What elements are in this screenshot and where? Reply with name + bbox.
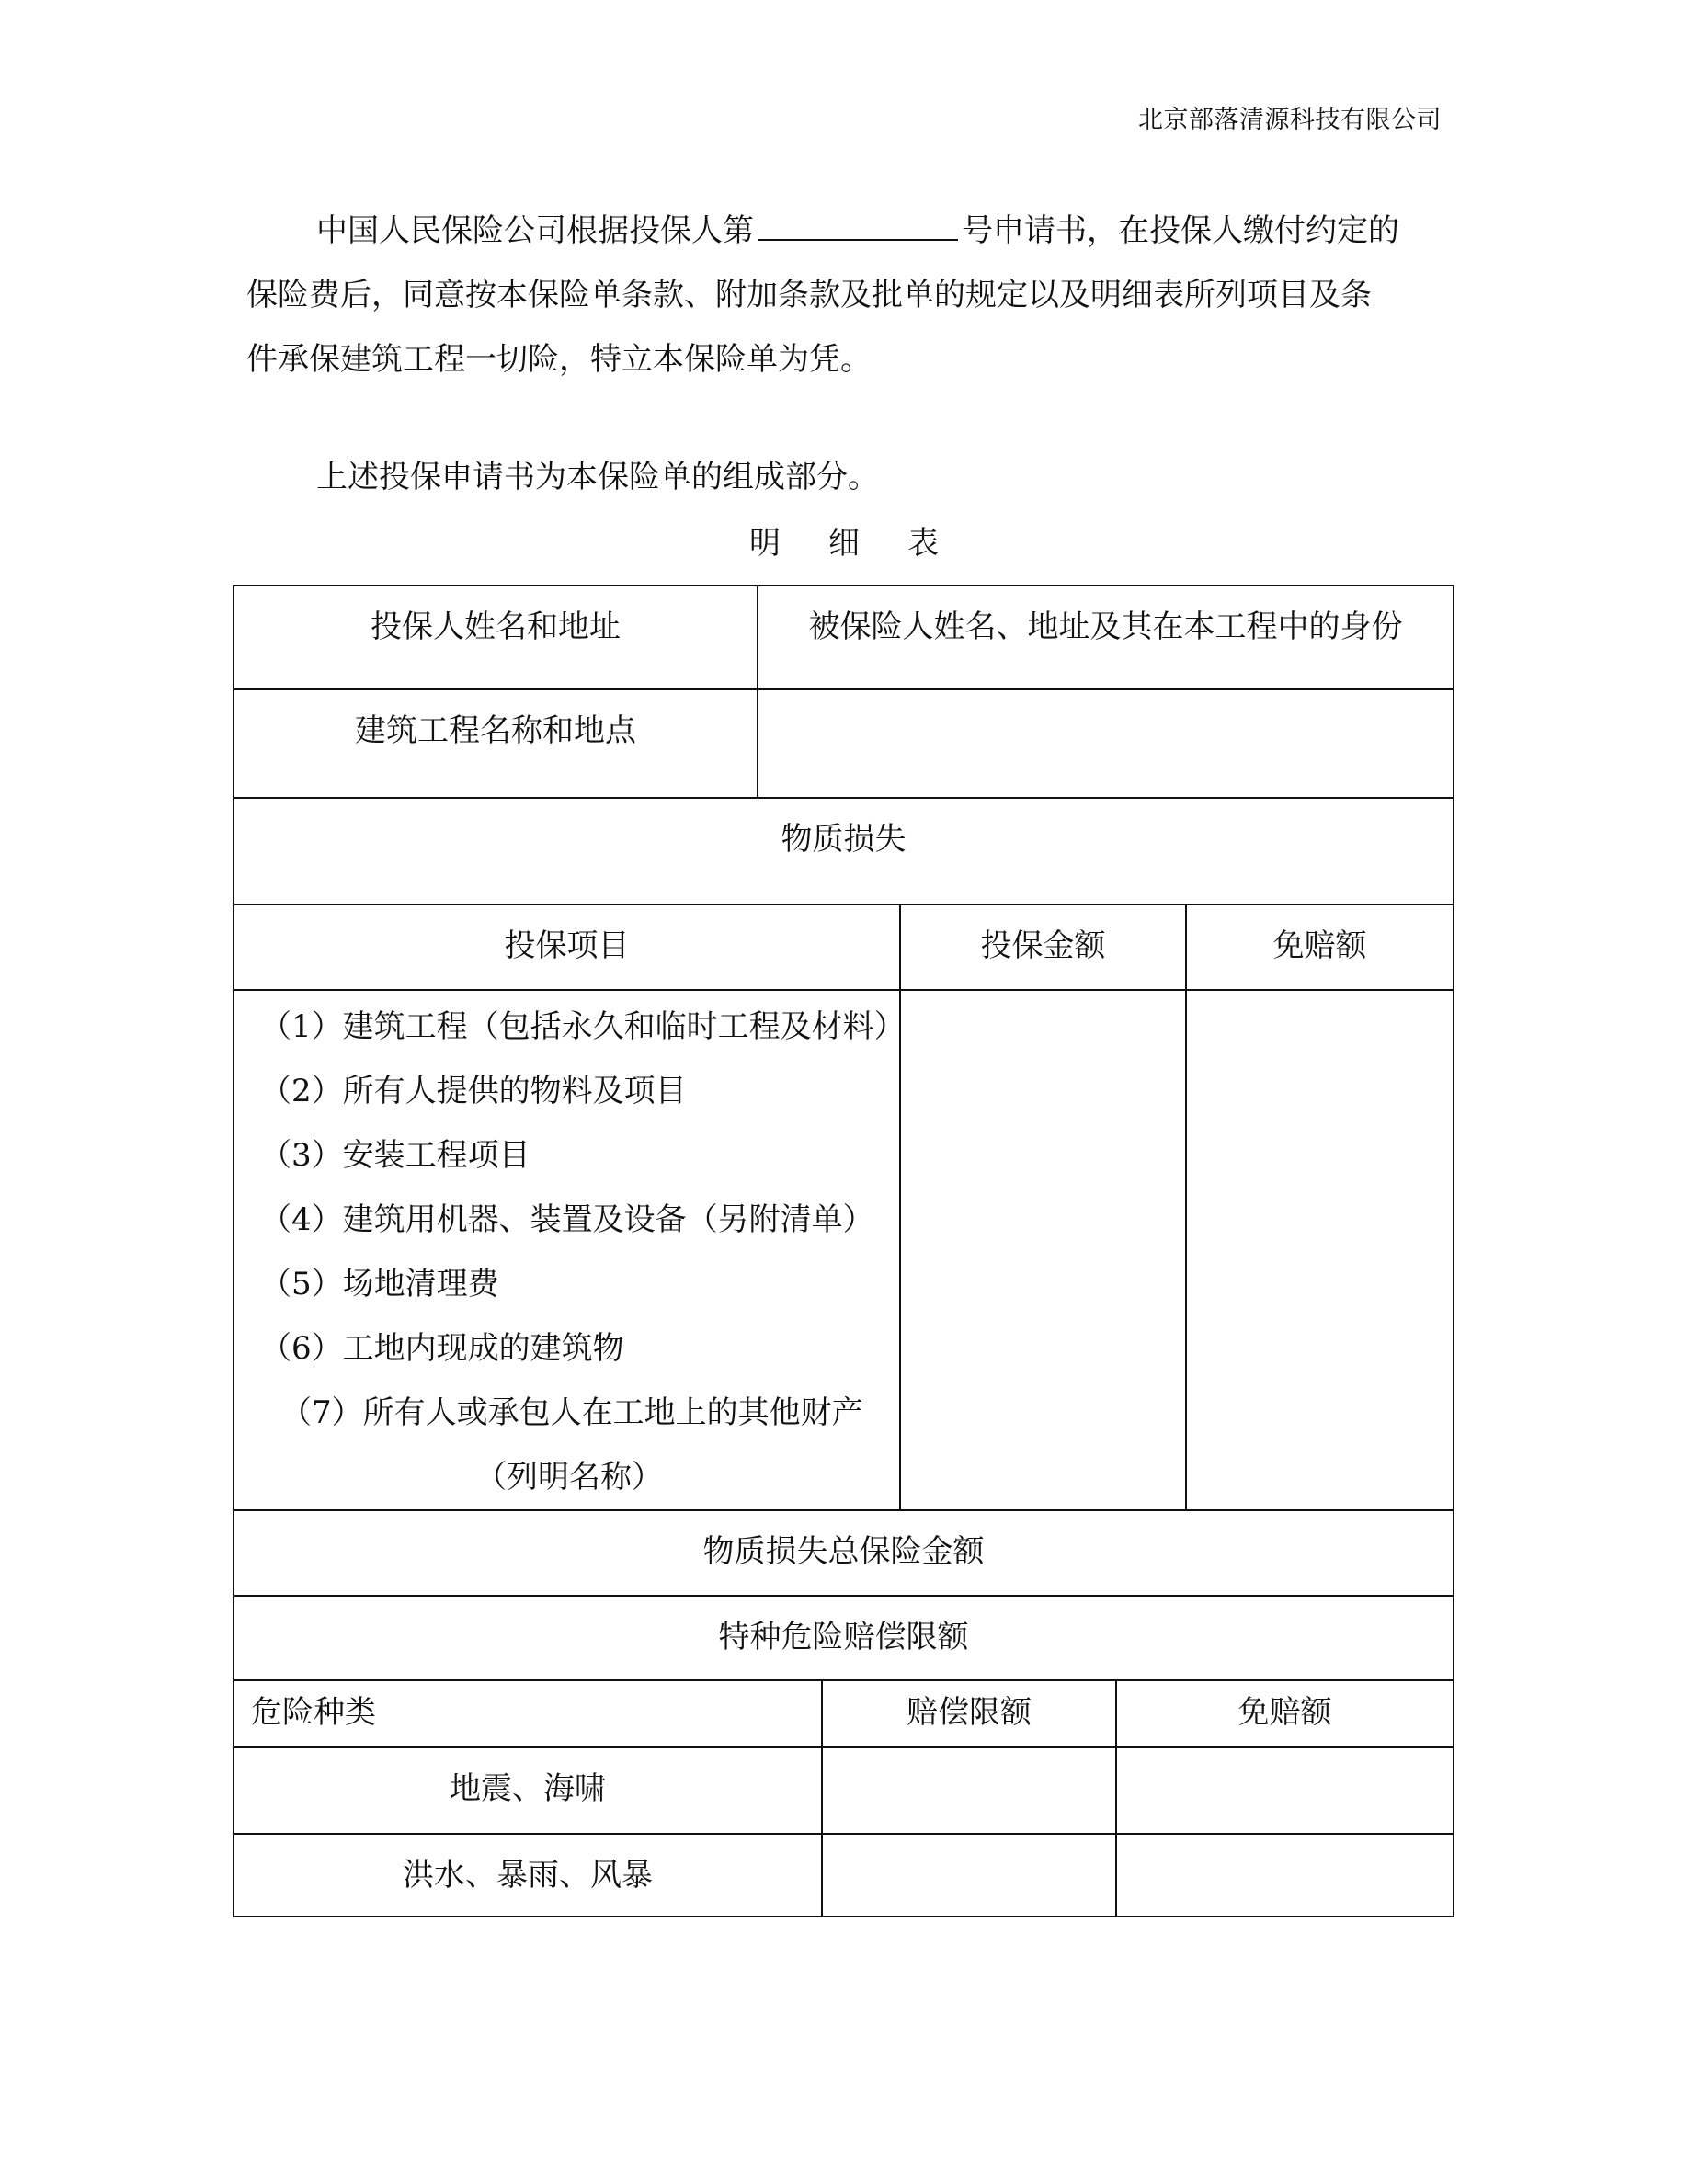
risk-limit — [822, 1834, 1116, 1917]
risk-column-deductible: 免赔额 — [1116, 1681, 1454, 1747]
intro-line-1-end: 号申请书，在投保人缴付约定的 — [962, 212, 1399, 249]
material-total-label: 物质损失总保险金额 — [234, 1510, 1454, 1596]
intro-line-1-start: 中国人民保险公司根据投保人第 — [316, 212, 754, 249]
material-amount-cell — [900, 990, 1186, 1510]
risk-deductible — [1116, 1834, 1454, 1917]
list-item: （3）安装工程项目 — [260, 1137, 530, 1174]
list-item: （列明名称） — [475, 1459, 663, 1496]
risk-column-limit: 赔偿限额 — [822, 1681, 1116, 1747]
list-item: （5）场地清理费 — [260, 1266, 499, 1302]
material-items-row — [234, 990, 1454, 1510]
list-item: （7）所有人或承包人在工地上的其他财产 — [280, 1394, 863, 1431]
project-value — [758, 689, 1454, 798]
column-deductible: 免赔额 — [1186, 905, 1454, 990]
company-name: 北京部落清源科技有限公司 — [1138, 106, 1442, 134]
special-risk-table — [233, 1681, 1454, 1917]
special-risk-heading: 特种危险赔偿限额 — [234, 1596, 1454, 1680]
statement-paragraph: 上述投保申请书为本保险单的组成部分。 — [316, 459, 879, 495]
intro-paragraph — [246, 199, 1451, 392]
column-amount: 投保金额 — [900, 905, 1186, 990]
applicant-row — [234, 586, 1454, 689]
schedule-table — [233, 585, 1453, 1917]
applicant-label: 投保人姓名和地址 — [234, 586, 758, 689]
risk-deductible — [1116, 1747, 1454, 1834]
schedule-header-table — [233, 585, 1454, 905]
project-label: 建筑工程名称和地点 — [234, 689, 758, 798]
material-items-table — [233, 905, 1454, 1681]
material-total-row — [234, 1510, 1454, 1596]
column-item: 投保项目 — [234, 905, 900, 990]
intro-line-1 — [246, 199, 1451, 263]
application-number-blank — [758, 211, 958, 241]
risk-column-type: 危险种类 — [234, 1681, 822, 1747]
material-loss-row — [234, 798, 1454, 904]
insured-label: 被保险人姓名、地址及其在本工程中的身份 — [758, 586, 1454, 689]
material-loss-heading: 物质损失 — [234, 798, 1454, 904]
risk-columns-row — [234, 1681, 1454, 1747]
risk-limit — [822, 1747, 1116, 1834]
table-row — [234, 1834, 1454, 1917]
table-row — [234, 1747, 1454, 1834]
material-items-list — [234, 990, 906, 1510]
list-item: （6）工地内现成的建筑物 — [260, 1330, 624, 1367]
material-columns-row — [234, 905, 1454, 990]
risk-name: 地震、海啸 — [234, 1747, 822, 1834]
intro-line-2: 保险费后，同意按本保险单条款、附加条款及批单的规定以及明细表所列项目及条 — [246, 277, 1372, 313]
material-deductible-cell — [1186, 990, 1454, 1510]
list-item: （2）所有人提供的物料及项目 — [260, 1073, 687, 1109]
special-risk-row — [234, 1596, 1454, 1680]
list-item: （4）建筑用机器、装置及设备（另附清单） — [260, 1201, 874, 1238]
list-item: （1）建筑工程（包括永久和临时工程及材料） — [260, 1008, 906, 1045]
project-row — [234, 689, 1454, 798]
risk-name: 洪水、暴雨、风暴 — [234, 1834, 822, 1917]
intro-line-3: 件承保建筑工程一切险，特立本保险单为凭。 — [246, 341, 872, 378]
table-title: 明细表 — [749, 525, 987, 562]
